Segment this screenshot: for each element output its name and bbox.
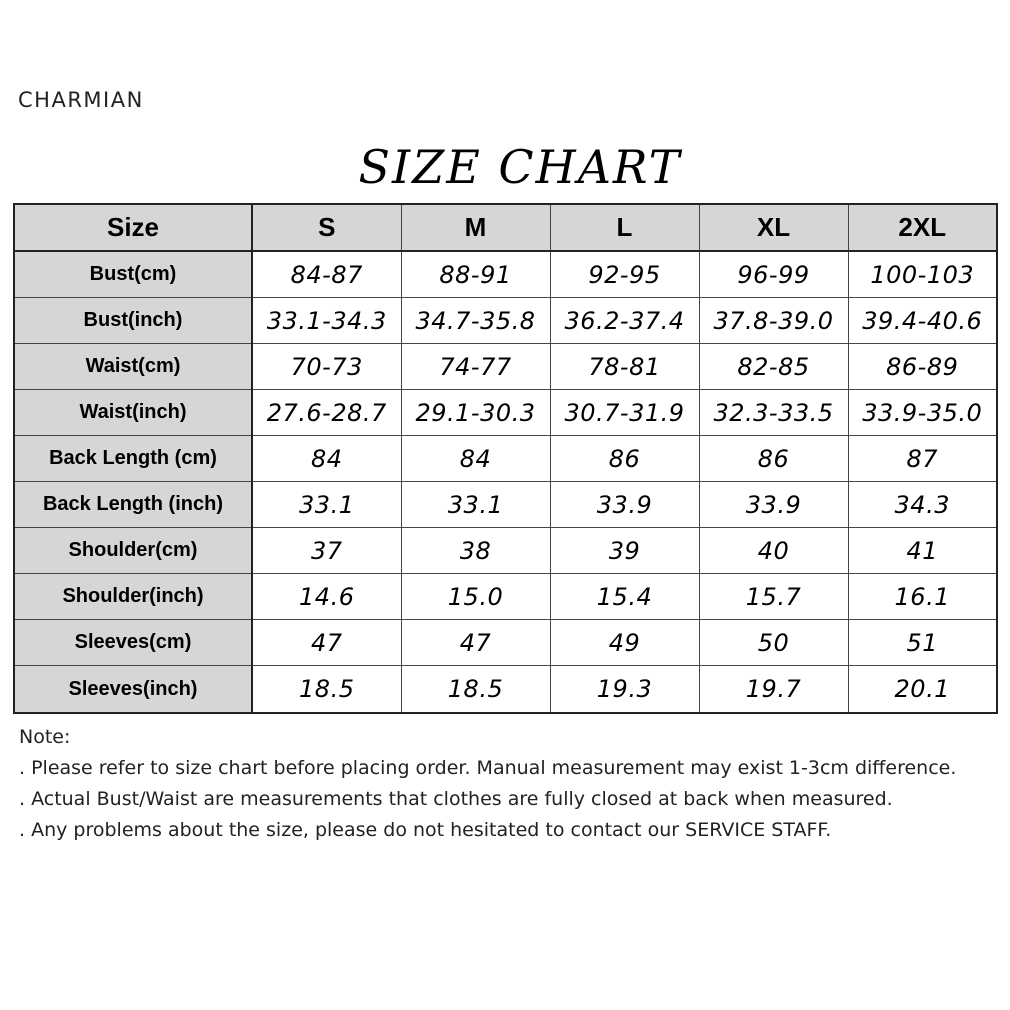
column-header-l: L bbox=[550, 204, 699, 251]
table-row bbox=[14, 344, 997, 390]
note-line: . Please refer to size chart before placing order. Manual measurement may exist 1-3cm difference. bbox=[19, 757, 957, 779]
table-cell: 20.1 bbox=[848, 666, 997, 714]
table-cell: 33.9 bbox=[699, 482, 848, 528]
size-chart-table bbox=[13, 203, 998, 714]
table-row bbox=[14, 482, 997, 528]
column-header-2xl: 2XL bbox=[848, 204, 997, 251]
table-header-row bbox=[14, 204, 997, 251]
table-cell: 38 bbox=[401, 528, 550, 574]
table-cell: 34.3 bbox=[848, 482, 997, 528]
table-cell: 88-91 bbox=[401, 251, 550, 298]
table-cell: 16.1 bbox=[848, 574, 997, 620]
note-line: . Actual Bust/Waist are measurements that clothes are fully closed at back when measured. bbox=[19, 788, 893, 810]
table-cell: 19.7 bbox=[699, 666, 848, 714]
column-header-m: M bbox=[401, 204, 550, 251]
table-cell: 32.3-33.5 bbox=[699, 390, 848, 436]
table-row bbox=[14, 620, 997, 666]
table-cell: 18.5 bbox=[252, 666, 401, 714]
row-label: Back Length (cm) bbox=[14, 436, 252, 482]
table-cell: 29.1-30.3 bbox=[401, 390, 550, 436]
table-cell: 15.0 bbox=[401, 574, 550, 620]
table-cell: 86 bbox=[699, 436, 848, 482]
row-label: Bust(inch) bbox=[14, 298, 252, 344]
table-cell: 84 bbox=[401, 436, 550, 482]
note-line: . Any problems about the size, please do not hesitated to contact our SERVICE STAFF. bbox=[19, 819, 832, 841]
table-cell: 33.1-34.3 bbox=[252, 298, 401, 344]
table-cell: 49 bbox=[550, 620, 699, 666]
table-cell: 27.6-28.7 bbox=[252, 390, 401, 436]
table-cell: 39.4-40.6 bbox=[848, 298, 997, 344]
row-label: Shoulder(inch) bbox=[14, 574, 252, 620]
table-cell: 40 bbox=[699, 528, 848, 574]
table-cell: 34.7-35.8 bbox=[401, 298, 550, 344]
table-cell: 33.9 bbox=[550, 482, 699, 528]
table-row bbox=[14, 390, 997, 436]
table-row bbox=[14, 528, 997, 574]
table-cell: 86-89 bbox=[848, 344, 997, 390]
table-cell: 36.2-37.4 bbox=[550, 298, 699, 344]
row-label: Shoulder(cm) bbox=[14, 528, 252, 574]
table-row bbox=[14, 298, 997, 344]
table-cell: 47 bbox=[252, 620, 401, 666]
table-cell: 96-99 bbox=[699, 251, 848, 298]
table-cell: 18.5 bbox=[401, 666, 550, 714]
row-label: Back Length (inch) bbox=[14, 482, 252, 528]
table-cell: 37.8-39.0 bbox=[699, 298, 848, 344]
column-header-s: S bbox=[252, 204, 401, 251]
table-cell: 19.3 bbox=[550, 666, 699, 714]
table-cell: 39 bbox=[550, 528, 699, 574]
table-cell: 86 bbox=[550, 436, 699, 482]
notes-heading: Note: bbox=[19, 726, 71, 748]
table-cell: 30.7-31.9 bbox=[550, 390, 699, 436]
table-cell: 33.9-35.0 bbox=[848, 390, 997, 436]
table-cell: 41 bbox=[848, 528, 997, 574]
table-cell: 87 bbox=[848, 436, 997, 482]
table-cell: 15.4 bbox=[550, 574, 699, 620]
column-header-size: Size bbox=[14, 204, 252, 251]
table-cell: 78-81 bbox=[550, 344, 699, 390]
table-cell: 47 bbox=[401, 620, 550, 666]
table-cell: 82-85 bbox=[699, 344, 848, 390]
table-row bbox=[14, 574, 997, 620]
notes-section bbox=[19, 722, 979, 846]
table-cell: 37 bbox=[252, 528, 401, 574]
table-row bbox=[14, 436, 997, 482]
row-label: Sleeves(inch) bbox=[14, 666, 252, 714]
table-cell: 84-87 bbox=[252, 251, 401, 298]
table-cell: 70-73 bbox=[252, 344, 401, 390]
table-cell: 15.7 bbox=[699, 574, 848, 620]
brand-logo: CHARMIAN bbox=[18, 88, 144, 112]
page-title: SIZE CHART bbox=[358, 140, 682, 194]
table-cell: 33.1 bbox=[401, 482, 550, 528]
column-header-xl: XL bbox=[699, 204, 848, 251]
row-label: Sleeves(cm) bbox=[14, 620, 252, 666]
row-label: Waist(cm) bbox=[14, 344, 252, 390]
table-cell: 50 bbox=[699, 620, 848, 666]
table-cell: 51 bbox=[848, 620, 997, 666]
table-cell: 14.6 bbox=[252, 574, 401, 620]
table-cell: 84 bbox=[252, 436, 401, 482]
table-cell: 74-77 bbox=[401, 344, 550, 390]
table-row bbox=[14, 251, 997, 298]
table-cell: 92-95 bbox=[550, 251, 699, 298]
table-row bbox=[14, 666, 997, 714]
row-label: Waist(inch) bbox=[14, 390, 252, 436]
table-cell: 33.1 bbox=[252, 482, 401, 528]
table-cell: 100-103 bbox=[848, 251, 997, 298]
row-label: Bust(cm) bbox=[14, 251, 252, 298]
